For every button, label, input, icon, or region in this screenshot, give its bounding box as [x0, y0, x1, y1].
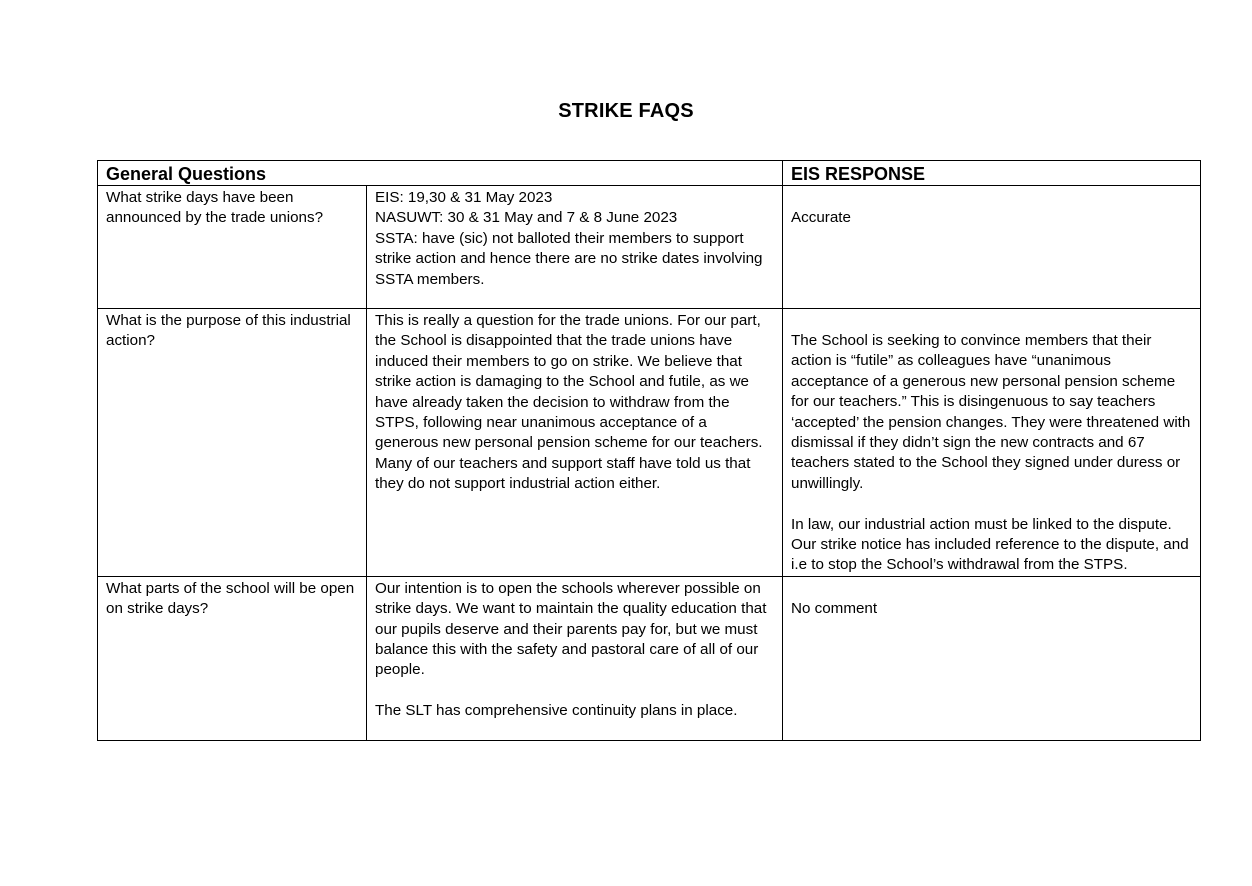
answer-paragraph: This is really a question for the trade unions. For our part, the School is disappointed that the trade unions have induced their members to go on strike. We believe that strike action is damaging to the School and futile, as we have already taken the decision to withdraw from the STPS, following near unanimous acceptance of a generous new personal pension scheme for our teachers. Many of our teachers and support staff have told us that they do not support industrial action either.	[375, 312, 763, 493]
answer-cell	[367, 309, 783, 577]
question-text: What parts of the school will be open on strike days?	[106, 579, 355, 618]
table-header-row	[98, 161, 1201, 186]
question-cell	[98, 186, 367, 309]
answer-paragraph: Our intention is to open the schools wherever possible on strike days. We want to maintain the quality education that our pupils deserve and their parents pay for, but we must balance this with the safety and pastoral care of all of our people.	[375, 579, 767, 679]
question-cell	[98, 309, 367, 577]
table-row	[98, 186, 1201, 309]
response-paragraph: The School is seeking to convince members that their action is “futile” as colleagues have “unanimous acceptance of a generous new personal pension scheme for our teachers.” This is disingenuous to say teachers ‘accepted’ the pension changes. They were threatened with dismissal if they didn’t sign the new contracts and 67 teachers stated to the School they signed under duress or unwillingly.	[791, 332, 1191, 492]
response-paragraph: In law, our industrial action must be linked to the dispute. Our strike notice has included reference to the dispute, and i.e to stop the School’s withdrawal from the STPS.	[791, 515, 1189, 574]
answer-line: NASUWT: 30 & 31 May and 7 & 8 June 2023	[375, 209, 678, 227]
answer-paragraph: The SLT has comprehensive continuity plans in place.	[375, 702, 738, 720]
header-general-questions: General Questions	[98, 161, 783, 186]
response-cell	[783, 186, 1201, 309]
response-cell	[783, 309, 1201, 577]
question-cell	[98, 576, 367, 740]
question-text: What is the purpose of this industrial action?	[106, 312, 351, 350]
faq-table	[97, 160, 1201, 741]
response-cell	[783, 576, 1201, 740]
table-row	[98, 309, 1201, 577]
page-title: STRIKE FAQS	[558, 100, 694, 122]
response-text: No comment	[791, 599, 878, 617]
answer-line: EIS: 19,30 & 31 May 2023	[375, 189, 553, 206]
header-eis-response: EIS RESPONSE	[783, 161, 1201, 186]
response-text: Accurate	[791, 209, 851, 226]
answer-line: SSTA: have (sic) not balloted their members to support strike action and hence there are no strike dates involving SSTA members.	[375, 229, 763, 288]
answer-cell	[367, 186, 783, 309]
answer-cell	[367, 576, 783, 740]
question-text: What strike days have been announced by the trade unions?	[106, 189, 324, 227]
table-row	[98, 576, 1201, 740]
